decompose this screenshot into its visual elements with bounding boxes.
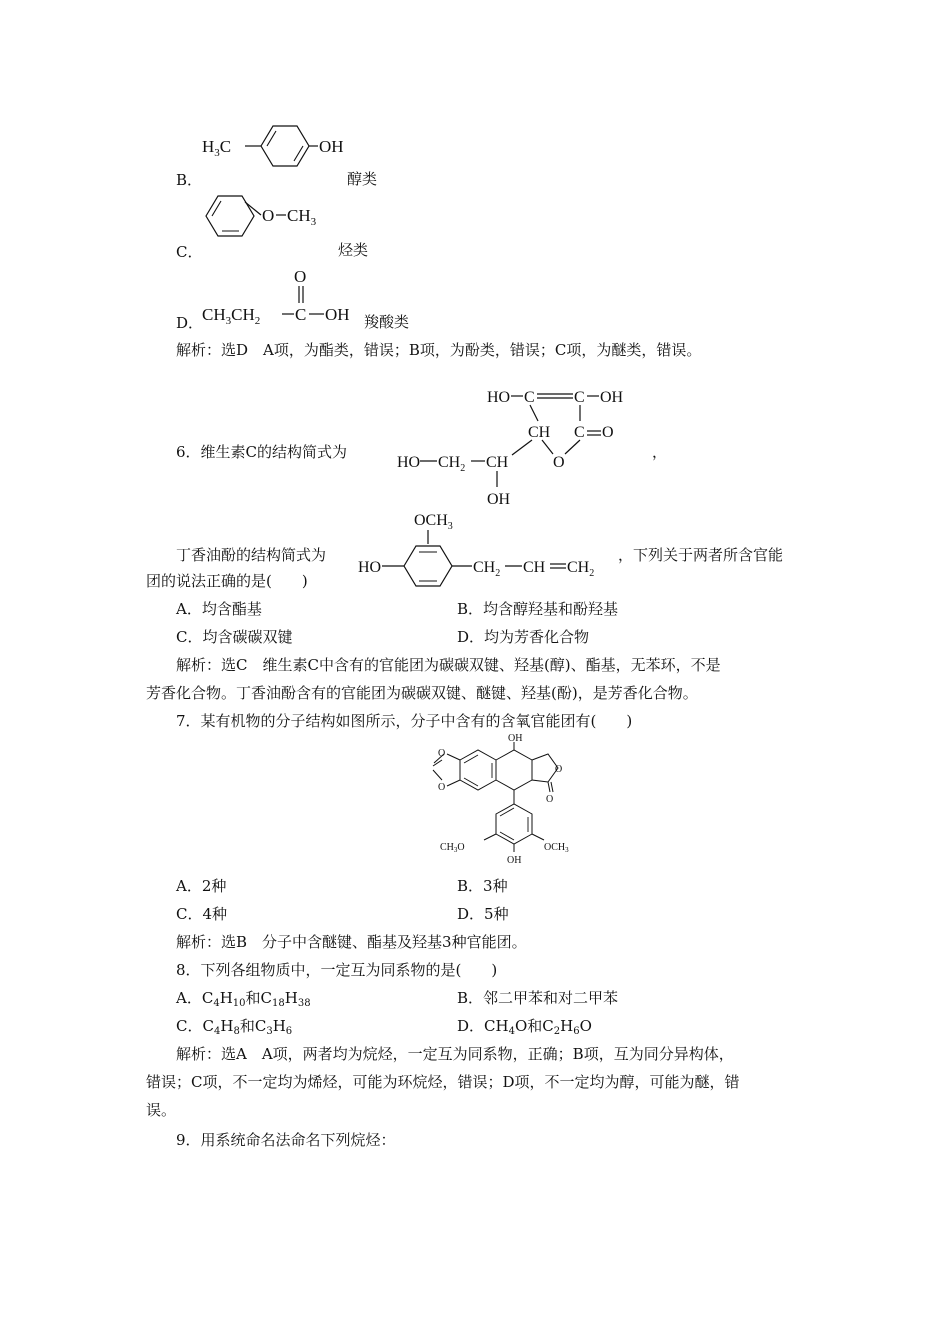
q7-analysis: 解析：选B 分子中含醚键、酯基及羟基3种官能团。: [176, 933, 527, 951]
q9-stem: 9．用系统命名法命名下列烷烃：: [176, 1131, 396, 1149]
q6-option-a[interactable]: A．均含酯基: [176, 600, 262, 618]
svg-text:O: O: [438, 748, 446, 759]
q6-line2-end: ，下列关于两者所含官能: [618, 546, 784, 564]
svg-text:CH2: $CH_2$: [567, 559, 595, 579]
q8-stem: 8．下列各组物质中，一定互为同系物的是( ): [176, 961, 498, 979]
q7-molecule-structure: [430, 733, 580, 868]
q6-stem: 6．维生素C的结构简式为: [176, 443, 348, 461]
q7-option-a[interactable]: A．2种: [176, 877, 227, 895]
svg-text:CH3CH2: $CH_3CH_2$: [202, 305, 261, 327]
svg-text:O: O: [555, 764, 563, 775]
q5-analysis: 解析：选D A项，为酯类，错误；B项，为酚类，错误；C项，为醚类，错误。: [176, 341, 702, 359]
svg-text:C: C: [574, 389, 585, 406]
q6-comma: ，: [652, 443, 668, 461]
q6-analysis-line1: 解析：选C 维生素C中含有的官能团为碳碳双键、羟基(醇)、酯基，无苯环，不是: [176, 656, 721, 674]
q7-stem: 7．某有机物的分子结构如图所示，分子中含有的含氧官能团有( ): [176, 712, 633, 730]
svg-text:O: O: [602, 424, 614, 441]
svg-text:OCH3: $OCH_3$: [414, 512, 453, 532]
svg-text:CH: CH: [486, 454, 509, 471]
svg-text:O: O: [438, 782, 446, 793]
svg-text:CH2: $CH_2$: [473, 559, 501, 579]
svg-text:O: O: [553, 454, 565, 471]
q8-option-b[interactable]: B．邻二甲苯和对二甲苯: [457, 989, 619, 1007]
q5-option-c-label: 烃类: [338, 241, 369, 259]
svg-text:C: C: [524, 389, 535, 406]
q7-option-d[interactable]: D．5种: [457, 905, 509, 923]
q6-line2-start: 丁香油酚的结构简式为: [176, 546, 327, 564]
svg-text:OH: OH: [487, 491, 511, 508]
q8-analysis-line2: 错误；C项，不一定均为烯烃，可能为环烷烃，错误；D项，不一定均为醇，可能为醚，错: [146, 1073, 740, 1091]
q5-option-d-letter: D．: [176, 314, 204, 332]
q5-option-c-letter: C．: [176, 243, 203, 261]
q5-option-b-label: 醇类: [347, 170, 378, 188]
svg-text:OCH3: $OCH_3$: [544, 842, 569, 854]
svg-text:O: O: [546, 794, 554, 805]
q5-option-d-label: 羧酸类: [364, 313, 410, 331]
svg-text:O: O: [262, 206, 275, 225]
q5-option-b-letter: B．: [176, 171, 203, 189]
svg-text:C: C: [295, 305, 307, 324]
svg-text:C: C: [574, 424, 585, 441]
q7-option-b[interactable]: B．3种: [457, 877, 508, 895]
q5-option-c-structure: [200, 194, 350, 264]
eugenol-structure: [356, 508, 616, 588]
q7-option-c[interactable]: C．4种: [176, 905, 228, 923]
q6-line3: 团的说法正确的是( ): [146, 572, 308, 590]
q6-option-c[interactable]: C．均含碳碳双键: [176, 628, 293, 646]
q6-analysis-line2: 芳香化合物。丁香油酚含有的官能团为碳碳双键、醚键、羟基(酚)，是芳香化合物。: [146, 684, 698, 702]
svg-text:CH: CH: [523, 559, 546, 576]
svg-text:HO: HO: [358, 559, 382, 576]
svg-text:CH2: $CH_2$: [438, 454, 466, 474]
svg-text:OH: OH: [508, 733, 523, 744]
svg-text:CH3O: $CH_3O$: [440, 842, 465, 854]
q6-option-b[interactable]: B．均含醇羟基和酚羟基: [457, 600, 619, 618]
svg-text:HO: HO: [397, 454, 421, 471]
svg-text:O: O: [294, 267, 307, 286]
svg-text:HO: HO: [487, 389, 511, 406]
svg-text:CH: CH: [528, 424, 551, 441]
svg-text:OH: OH: [325, 305, 350, 324]
q8-option-c[interactable]: C．$C_4H_8$和$C_3H_6$: [176, 1017, 293, 1037]
svg-text:OH: OH: [600, 389, 624, 406]
q8-option-d[interactable]: D．$CH_4O$和$C_2H_6O$: [457, 1017, 592, 1037]
vitamin-c-structure: [395, 383, 635, 508]
svg-text:CH3: $CH_3$: [287, 206, 317, 228]
q8-analysis-line1: 解析：选A A项，两者均为烷烃，一定互为同系物，正确；B项，互为同分异构体，: [176, 1045, 734, 1063]
svg-text:OH: OH: [507, 855, 522, 866]
q8-option-a[interactable]: A．$C_4H_{10}$和$C_{18}H_{38}$: [176, 989, 311, 1009]
q8-analysis-line3: 误。: [146, 1101, 177, 1119]
q5-option-b-structure: [200, 124, 360, 194]
q6-option-d[interactable]: D．均为芳香化合物: [457, 628, 590, 646]
svg-text:H3C: $H_3C$: [202, 137, 232, 159]
svg-text:OH: OH: [319, 137, 344, 156]
q5-option-d-structure: [202, 266, 372, 326]
